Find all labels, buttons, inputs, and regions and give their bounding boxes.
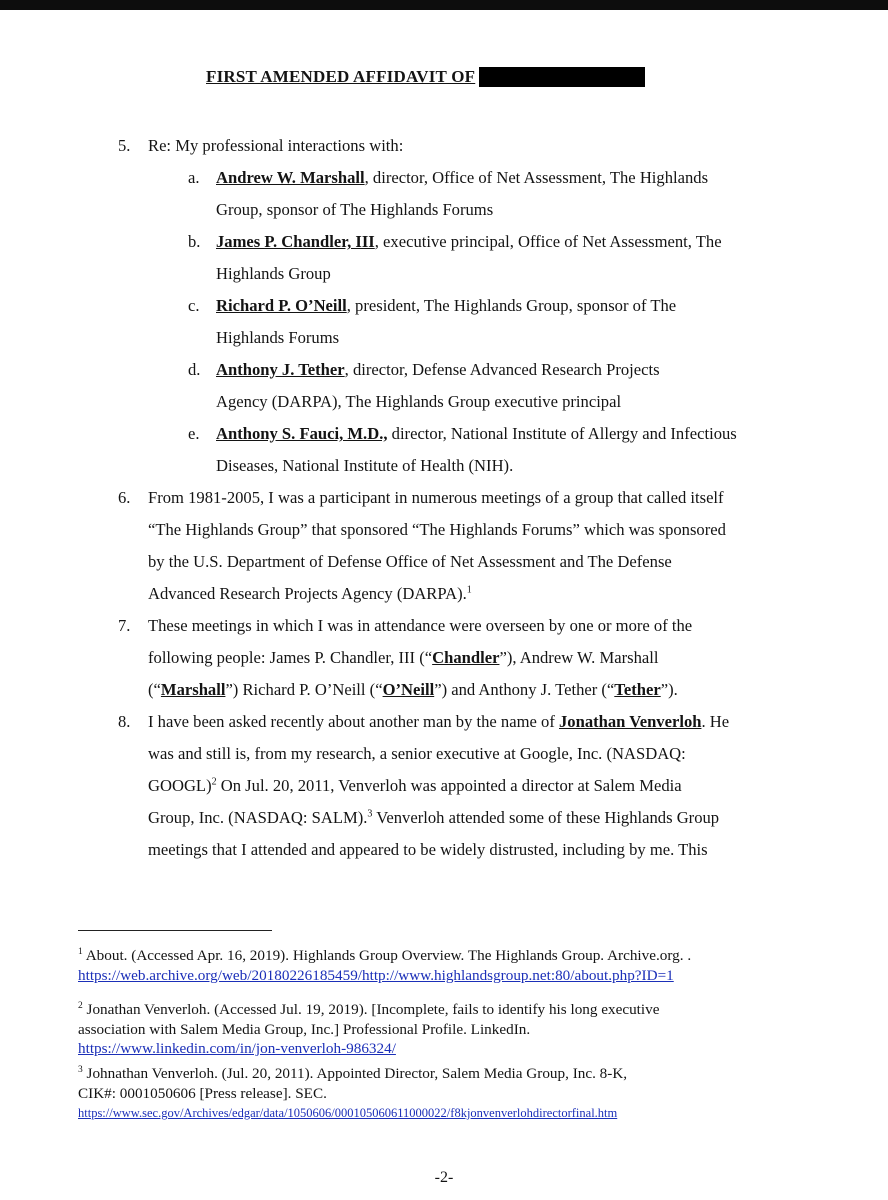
paragraph-line: was and still is, from my research, a senior executive at Google, Inc. (NASDAQ:	[148, 744, 686, 763]
footnote-link[interactable]: https://www.linkedin.com/in/jon-venverloh-986324/	[78, 1040, 396, 1057]
footnote-ref: 3	[367, 808, 373, 820]
item-text: , director, Office of Net Assessment, The Highlands	[364, 168, 709, 187]
person-name: Anthony S. Fauci, M.D.,	[216, 424, 388, 443]
footnote-text: association with Salem Media Group, Inc.] Professional Profile. LinkedIn.	[78, 1020, 531, 1038]
paragraph-line: following people: James P. Chandler, III (“	[148, 648, 433, 667]
footnote-marker: 2	[78, 1000, 83, 1011]
item-text-cont: Highlands Forums	[216, 328, 340, 347]
paragraph-line: Venverloh attended some of these Highlands Group	[372, 808, 720, 827]
paragraph-line: meetings that I attended and appeared to be widely distrusted, including by me. This	[148, 840, 708, 859]
item-letter: b.	[188, 232, 201, 251]
redaction-bar	[479, 67, 645, 87]
short-name: Tether	[614, 680, 661, 699]
item-text: director, National Institute of Allergy and Infectious	[387, 424, 737, 443]
item-text-cont: Highlands Group	[216, 264, 331, 283]
short-name: Marshall	[160, 680, 226, 699]
footnote-text: CIK#: 0001050606 [Press release]. SEC.	[78, 1084, 327, 1102]
footnote-2	[78, 1000, 818, 1059]
footnote-marker: 1	[78, 946, 83, 957]
paragraph-number: 5.	[118, 136, 131, 155]
paragraph-line: Advanced Research Projects Agency (DARPA).	[148, 584, 467, 603]
person-name: James P. Chandler, III	[216, 232, 375, 251]
item-letter: a.	[188, 168, 200, 187]
footnote-text: Johnathan Venverloh. (Jul. 20, 2011). Appointed Director, Salem Media Group, Inc. 8-K,	[82, 1065, 628, 1082]
item-text: , director, Defense Advanced Research Projects	[344, 360, 660, 379]
short-name: O’Neill	[382, 680, 435, 699]
item-letter: d.	[188, 360, 201, 379]
footnote-ref: 1	[466, 584, 472, 596]
item-text-cont: Agency (DARPA), The Highlands Group executive principal	[216, 392, 622, 411]
paragraph-line: ”).	[660, 680, 678, 699]
item-letter: c.	[188, 296, 200, 315]
item-letter: e.	[188, 424, 200, 443]
short-name: Chandler	[432, 648, 500, 667]
footnote-link[interactable]: https://web.archive.org/web/20180226185459/http://www.highlandsgroup.net:80/about.php?ID=1	[78, 966, 674, 984]
title-text: FIRST AMENDED AFFIDAVIT OF	[206, 67, 476, 86]
paragraph-line: ”), Andrew W. Marshall	[499, 648, 659, 667]
footnote-divider	[78, 930, 272, 931]
item-text: , executive principal, Office of Net Assessment, The	[374, 232, 722, 251]
footnote-1	[78, 946, 818, 985]
paragraph-line: ”) Richard P. O’Neill (“	[225, 680, 383, 699]
footnote-text: Jonathan Venverloh. (Accessed Jul. 19, 2019). [Incomplete, fails to identify his long executive	[82, 1001, 660, 1018]
item-text-cont: Diseases, National Institute of Health (NIH).	[216, 456, 514, 475]
paragraph-line: On Jul. 20, 2011, Venverloh was appointed a director at Salem Media	[216, 776, 682, 795]
paragraph-line: . He	[701, 712, 730, 731]
paragraph-line: I have been asked recently about another man by the name of	[148, 712, 559, 731]
footnote-3	[78, 1064, 818, 1124]
paragraph-text: Re: My professional interactions with:	[148, 136, 404, 155]
document-title	[206, 64, 645, 90]
paragraph-line: by the U.S. Department of Defense Office of Net Assessment and The Defense	[148, 552, 672, 571]
person-name: Jonathan Venverloh	[559, 712, 702, 731]
paragraph-number: 6.	[118, 488, 131, 507]
item-text-cont: Group, sponsor of The Highlands Forums	[216, 200, 494, 219]
paragraph-line: GOOGL)	[148, 776, 212, 795]
paragraph-number: 8.	[118, 712, 131, 731]
footnote-link[interactable]: https://www.sec.gov/Archives/edgar/data/1050606/000105060611000022/f8kjonvenverlohdirectorfinal.htm	[78, 1106, 618, 1120]
paragraph-line: “The Highlands Group” that sponsored “The Highlands Forums” which was sponsored	[148, 520, 726, 539]
person-name: Andrew W. Marshall	[216, 168, 365, 187]
person-name: Richard P. O’Neill	[216, 296, 347, 315]
paragraph-line: These meetings in which I was in attendance were overseen by one or more of the	[148, 616, 693, 635]
paragraph-line: ”) and Anthony J. Tether (“	[434, 680, 615, 699]
footnote-text: About. (Accessed Apr. 16, 2019). Highlands Group Overview. The Highlands Group. Archive.org. .	[82, 947, 692, 964]
person-name: Anthony J. Tether	[216, 360, 345, 379]
item-text: , president, The Highlands Group, sponsor of The	[346, 296, 677, 315]
paragraph-line: (“	[148, 680, 161, 699]
paragraph-line: From 1981-2005, I was a participant in numerous meetings of a group that called itself	[148, 488, 724, 507]
paragraph-line: Group, Inc. (NASDAQ: SALM).	[148, 808, 368, 827]
paragraph-number: 7.	[118, 616, 131, 635]
page-number: -2-	[434, 1169, 454, 1186]
footnote-marker: 3	[78, 1064, 83, 1075]
footnote-ref: 2	[211, 776, 217, 788]
